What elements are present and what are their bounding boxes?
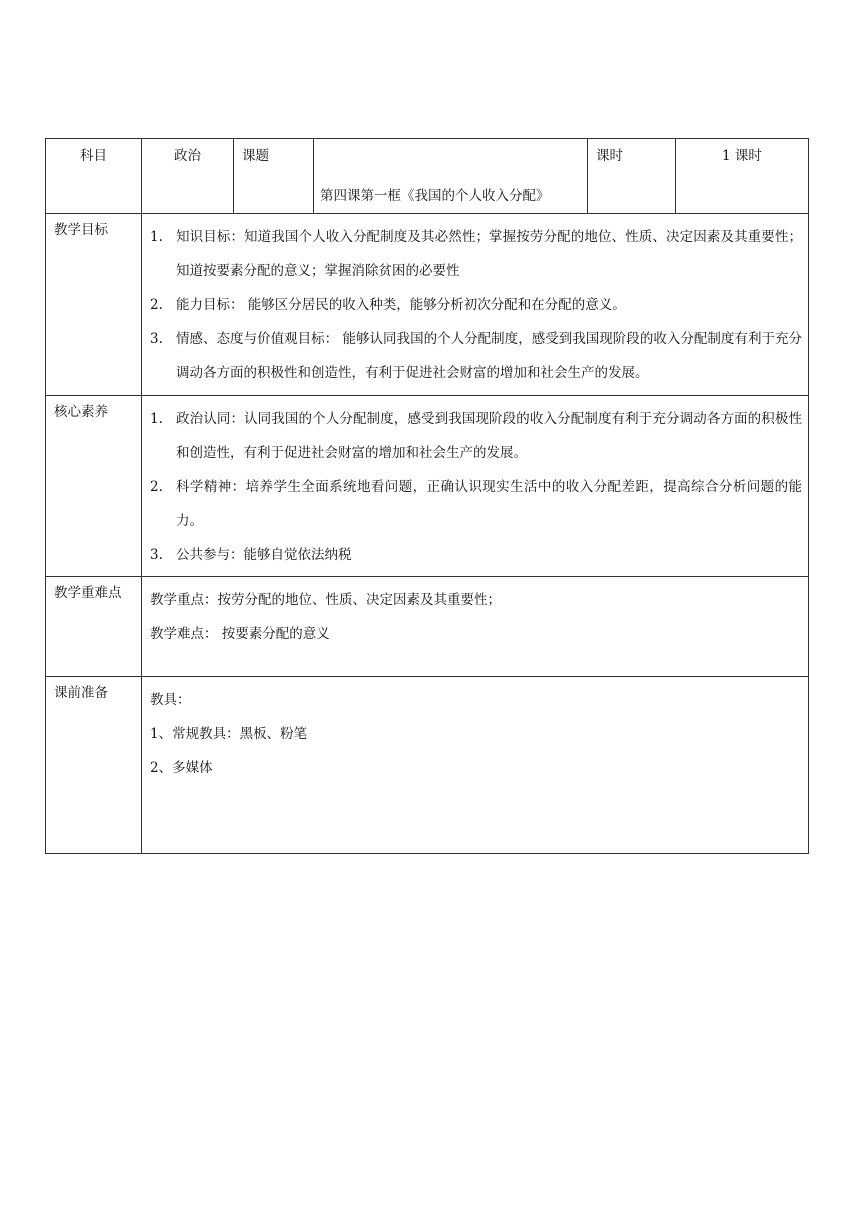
- teaching-goals-label: 教学目标: [46, 214, 142, 396]
- subject-label: 科目: [46, 139, 142, 214]
- item-text: 公共参与：能够自觉依法纳税: [176, 547, 352, 563]
- list-item: [150, 322, 802, 390]
- item-number: 2.: [150, 297, 163, 313]
- teaching-goals-list: [150, 220, 802, 390]
- preparation-content: [142, 677, 809, 854]
- item-text: 能力目标： 能够区分居民的收入种类，能够分析初次分配和在分配的意义。: [176, 297, 626, 313]
- core-literacy-label: 核心素养: [46, 396, 142, 577]
- topic-label: 课题: [234, 139, 314, 214]
- item-text: 政治认同：认同我国的个人分配制度，感受到我国现阶段的收入分配制度有利于充分调动各方面的积极性和创造性，有利于促进社会财富的增加和社会生产的发展。: [176, 411, 802, 461]
- header-row: [46, 139, 809, 214]
- teaching-goals-row: [46, 214, 809, 396]
- key-points-label: 教学重难点: [46, 577, 142, 677]
- key-points-content: [142, 577, 809, 677]
- topic-value: 第四课第一框《我国的个人收入分配》: [314, 139, 588, 214]
- item-number: 1.: [150, 229, 163, 245]
- core-literacy-row: [46, 396, 809, 577]
- list-item: [150, 402, 802, 470]
- teaching-aids-heading: 教具：: [150, 692, 191, 708]
- item-text: 情感、态度与价值观目标： 能够认同我国的个人分配制度，感受到我国现阶段的收入分配制度有利于充分调动各方面的积极性和创造性，有利于促进社会财富的增加和社会生产的发展。: [176, 331, 802, 381]
- teaching-focus: 教学重点：按劳分配的地位、性质、决定因素及其重要性；: [150, 592, 501, 608]
- preparation-label: 课前准备: [46, 677, 142, 854]
- preparation-row: [46, 677, 809, 854]
- core-literacy-list: [150, 402, 802, 572]
- teaching-aids-item: 2、多媒体: [150, 760, 213, 776]
- period-value: 1 课时: [676, 139, 809, 214]
- key-points-row: [46, 577, 809, 677]
- list-item: [150, 288, 802, 322]
- lesson-plan-table: [45, 138, 809, 854]
- list-item: [150, 538, 802, 572]
- item-text: 科学精神：培养学生全面系统地看问题，正确认识现实生活中的收入分配差距，提高综合分析问题的能力。: [176, 479, 802, 529]
- period-label: 课时: [588, 139, 676, 214]
- item-text: 知识目标：知道我国个人收入分配制度及其必然性；掌握按劳分配的地位、性质、决定因素及其重要性；知道按要素分配的意义；掌握消除贫困的必要性: [176, 229, 802, 279]
- core-literacy-content: [142, 396, 809, 577]
- item-number: 2.: [150, 479, 163, 495]
- item-number: 3.: [150, 547, 163, 563]
- teaching-difficulty: 教学难点： 按要素分配的意义: [150, 626, 330, 642]
- item-number: 3.: [150, 331, 163, 347]
- list-item: [150, 220, 802, 288]
- list-item: [150, 470, 802, 538]
- item-number: 1.: [150, 411, 163, 427]
- teaching-aids-item: 1、常规教具：黑板、粉笔: [150, 726, 308, 742]
- subject-value: 政治: [142, 139, 234, 214]
- teaching-goals-content: [142, 214, 809, 396]
